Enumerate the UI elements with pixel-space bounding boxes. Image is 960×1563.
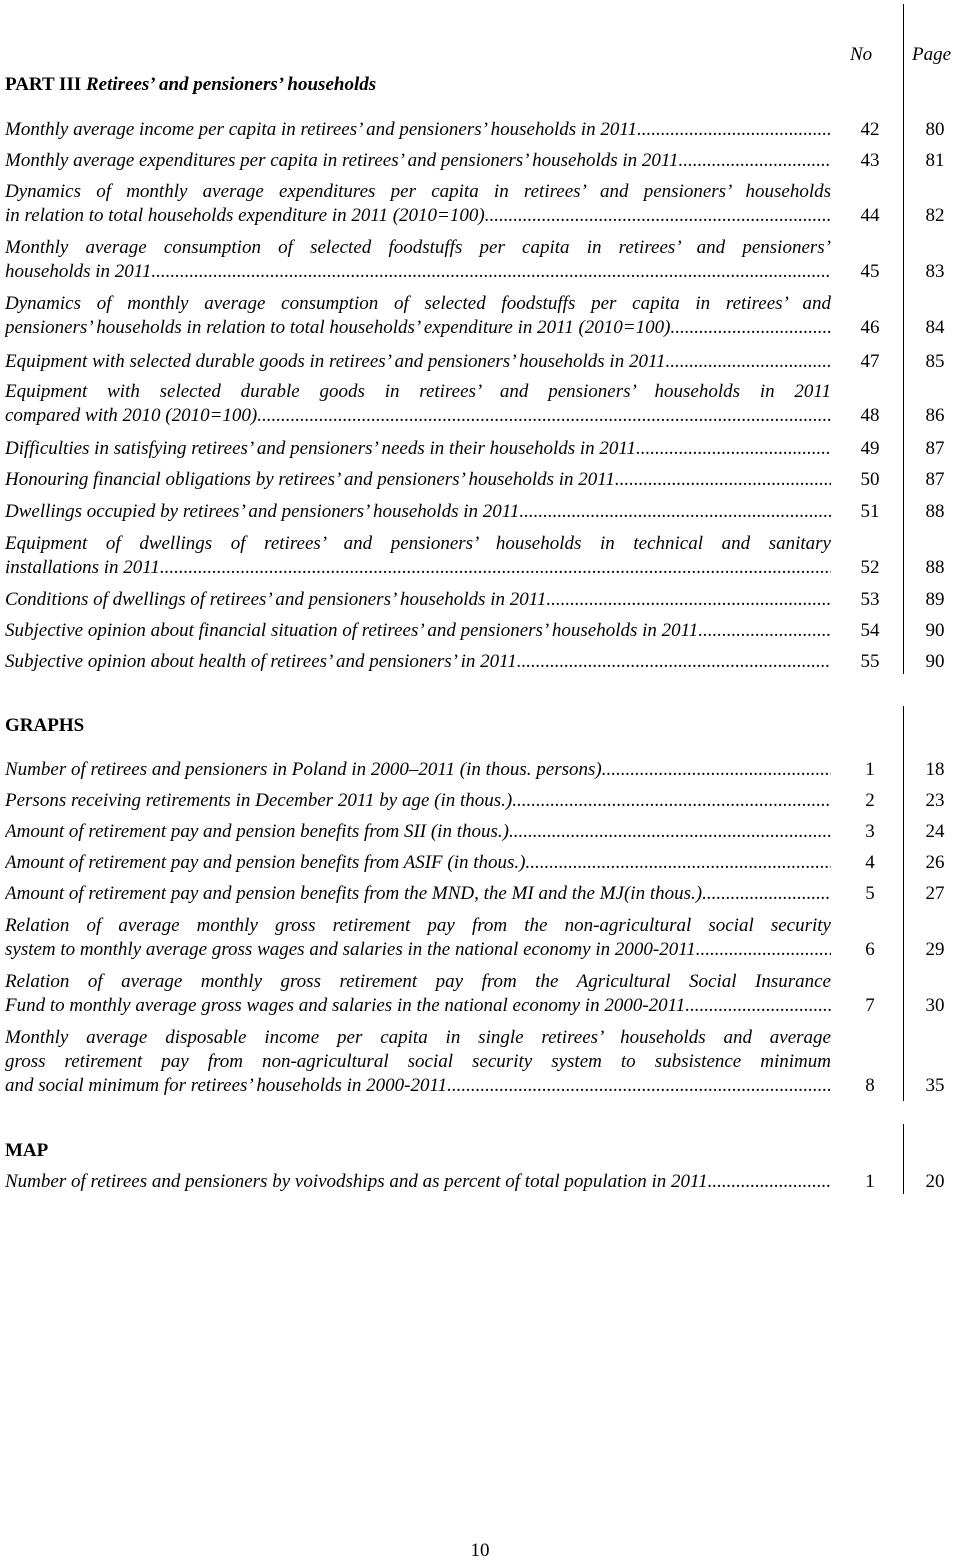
- toc-entry-title-line: Equipment of dwellings of retirees’ and pensioners’ households in technical and sanitary: [5, 533, 831, 554]
- dot-leader: [257, 404, 831, 428]
- toc-entry-number: 55: [860, 651, 880, 672]
- toc-entry-number: 47: [860, 351, 880, 372]
- page-number: 10: [470, 1540, 490, 1561]
- toc-entry-page: 86: [925, 405, 945, 426]
- toc-entry-title-line: [5, 149, 831, 173]
- toc-entry-title-line: [5, 882, 831, 906]
- toc-entry-title-text: Subjective opinion about financial situation of retirees’ and pensioners’ households in 2011: [5, 620, 699, 641]
- toc-entry-title-line: [5, 619, 831, 643]
- toc-entry-title-text: Subjective opinion about health of retirees’ and pensioners’ in 2011: [5, 651, 517, 672]
- toc-entry-number: 49: [860, 438, 880, 459]
- dot-leader: [708, 1170, 831, 1194]
- toc-entry-number: 50: [860, 469, 880, 490]
- toc-entry-title-line: [5, 556, 831, 580]
- toc-entry-number: 4: [865, 852, 875, 873]
- toc-entry[interactable]: [5, 1026, 950, 1098]
- dot-leader: [637, 118, 831, 142]
- toc-entry-number: 8: [865, 1075, 875, 1096]
- toc-entry-page: 88: [925, 557, 945, 578]
- toc-entry-page: 83: [925, 261, 945, 282]
- toc-entry[interactable]: [5, 650, 950, 674]
- toc-entry-title-text: Honouring financial obligations by retirees’ and pensioners’ households in 2011: [5, 469, 615, 490]
- part3-heading: [5, 74, 376, 96]
- toc-entry-title-line: Relation of average monthly gross retirement pay from the Agricultural Social Insurance: [5, 971, 831, 992]
- toc-entry[interactable]: [5, 380, 950, 428]
- toc-entry[interactable]: [5, 500, 950, 524]
- dot-leader: [685, 994, 831, 1018]
- toc-entry-number: 1: [865, 1171, 875, 1192]
- toc-entry-page: 35: [925, 1075, 945, 1096]
- toc-entry[interactable]: [5, 882, 950, 906]
- toc-entry-title-line: [5, 500, 831, 524]
- toc-entry-title-text: Persons receiving retirements in December 2011 by age (in thous.): [5, 790, 513, 811]
- toc-entry-page: 84: [925, 317, 945, 338]
- toc-entry-title-line: [5, 437, 831, 461]
- toc-entry-title-text: Monthly average income per capita in retirees’ and pensioners’ households in 2011: [5, 119, 637, 140]
- dot-leader: [151, 260, 831, 284]
- dot-leader: [546, 588, 831, 612]
- toc-entry-title-text: Fund to monthly average gross wages and salaries in the national economy in 2000-2011: [5, 995, 686, 1016]
- toc-entry-page: 27: [925, 883, 945, 904]
- toc-entry-page: 82: [925, 205, 945, 226]
- toc-entry-title-text: Amount of retirement pay and pension benefits from SII (in thous.): [5, 821, 509, 842]
- toc-entry[interactable]: [5, 180, 950, 228]
- toc-entry-page: 88: [925, 501, 945, 522]
- toc-entry-title-line: Dynamics of monthly average consumption of selected foodstuffs per capita in retirees’ and: [5, 293, 831, 314]
- toc-entry-page: 90: [925, 620, 945, 641]
- toc-entry-title-text: Amount of retirement pay and pension benefits from ASIF (in thous.): [5, 852, 526, 873]
- toc-entry-title-text: Conditions of dwellings of retirees’ and pensioners’ households in 2011: [5, 589, 547, 610]
- toc-entry[interactable]: [5, 970, 950, 1018]
- toc-entry-page: 81: [925, 150, 945, 171]
- toc-entry-page: 29: [925, 939, 945, 960]
- toc-entry-page: 20: [925, 1171, 945, 1192]
- toc-entry-number: 46: [860, 317, 880, 338]
- toc-entry-number: 45: [860, 261, 880, 282]
- dot-leader: [696, 938, 831, 962]
- graphs-heading: GRAPHS: [5, 715, 85, 736]
- toc-entry[interactable]: [5, 350, 950, 374]
- toc-entry-number: 48: [860, 405, 880, 426]
- toc-entry-title-line: [5, 404, 831, 428]
- toc-entry[interactable]: [5, 914, 950, 962]
- toc-entry-number: 5: [865, 883, 875, 904]
- part3-heading-title: Retirees’ and pensioners’ households: [85, 74, 377, 95]
- dot-leader: [447, 1074, 831, 1098]
- dot-leader: [485, 204, 831, 228]
- dot-leader: [512, 789, 831, 813]
- toc-entry-title-line: [5, 260, 831, 284]
- toc-entry-title-line: [5, 350, 831, 374]
- toc-entry-title-line: [5, 118, 831, 142]
- toc-entry[interactable]: [5, 758, 950, 782]
- dot-leader: [670, 316, 831, 340]
- toc-entry-title-line: [5, 938, 831, 962]
- toc-entry-title-line: [5, 316, 831, 340]
- toc-entry-title-line: Monthly average consumption of selected foodstuffs per capita in retirees’ and pensioners’: [5, 237, 831, 258]
- toc-entry-page: 87: [925, 469, 945, 490]
- toc-entry-title-text: Number of retirees and pensioners in Poland in 2000–2011 (in thous. persons): [5, 759, 602, 780]
- toc-entry-title-line: Monthly average disposable income per capita in single retirees’ households and average: [5, 1027, 831, 1048]
- dot-leader: [602, 758, 831, 782]
- toc-entry-number: 7: [865, 995, 875, 1016]
- toc-entry-number: 1: [865, 759, 875, 780]
- dot-leader: [698, 619, 831, 643]
- column-header-page: Page: [912, 44, 952, 65]
- dot-leader: [509, 820, 831, 844]
- toc-entry-title-text: in relation to total households expenditure in 2011 (2010=100): [5, 205, 485, 226]
- dot-leader: [679, 149, 832, 173]
- toc-entry-page: 87: [925, 438, 945, 459]
- toc-entry-page: 26: [925, 852, 945, 873]
- toc-entry[interactable]: [5, 468, 950, 492]
- toc-entry[interactable]: [5, 1170, 950, 1194]
- toc-entry-number: 42: [860, 119, 880, 140]
- toc-entry-page: 18: [925, 759, 945, 780]
- dot-leader: [160, 556, 831, 580]
- toc-entry-page: 85: [925, 351, 945, 372]
- toc-entry-title-line: [5, 468, 831, 492]
- toc-entry-title-line: [5, 1074, 831, 1098]
- toc-entry-number: 2: [865, 790, 875, 811]
- toc-entry[interactable]: [5, 789, 950, 813]
- dot-leader: [636, 437, 831, 461]
- toc-entry-title-text: Dwellings occupied by retirees’ and pensioners’ households in 2011: [5, 501, 520, 522]
- toc-entry-page: 30: [925, 995, 945, 1016]
- toc-entry-page: 23: [925, 790, 945, 811]
- toc-entry-title-line: [5, 588, 831, 612]
- toc-entry[interactable]: [5, 236, 950, 284]
- map-heading: MAP: [5, 1140, 49, 1161]
- toc-entry[interactable]: [5, 588, 950, 612]
- toc-entry-title-text: Amount of retirement pay and pension benefits from the MND, the MI and the MJ(in thous.): [5, 883, 703, 904]
- toc-entry-number: 6: [865, 939, 875, 960]
- dot-leader: [526, 851, 832, 875]
- toc-entry-title-line: [5, 851, 831, 875]
- toc-entry-number: 3: [865, 821, 875, 842]
- dot-leader: [702, 882, 831, 906]
- dot-leader: [666, 350, 831, 374]
- toc-entry[interactable]: [5, 437, 950, 461]
- toc-entry-title-text: households in 2011: [5, 261, 152, 282]
- toc-entry-title-text: Difficulties in satisfying retirees’ and pensioners’ needs in their households in 2011: [5, 438, 636, 459]
- toc-entry[interactable]: [5, 118, 950, 142]
- dot-leader: [615, 468, 831, 492]
- toc-entry-title-line: Equipment with selected durable goods in retirees’ and pensioners’ households in 2011: [5, 381, 831, 402]
- toc-entry-title-line: [5, 789, 831, 813]
- toc-entry-title-text: Number of retirees and pensioners by voivodships and as percent of total population in 2011: [5, 1171, 708, 1192]
- toc-entry[interactable]: [5, 292, 950, 340]
- toc-entry-title-line: [5, 758, 831, 782]
- toc-entry[interactable]: [5, 851, 950, 875]
- toc-entry-number: 51: [860, 501, 880, 522]
- toc-entry-title-line: [5, 650, 831, 674]
- dot-leader: [517, 650, 831, 674]
- toc-entry-title-text: Equipment with selected durable goods in retirees’ and pensioners’ households in 2011: [5, 351, 666, 372]
- dot-leader: [519, 500, 831, 524]
- toc-entry-title-line: gross retirement pay from non-agricultural social security system to subsistence minimum: [5, 1051, 831, 1072]
- toc-entry-title-text: pensioners’ households in relation to total households’ expenditure in 2011 (2010=100): [5, 317, 671, 338]
- toc-entry-number: 43: [860, 150, 880, 171]
- toc-entry-title-text: compared with 2010 (2010=100): [5, 405, 258, 426]
- toc-entry-title-text: and social minimum for retirees’ households in 2000-2011: [5, 1075, 448, 1096]
- toc-entry-title-text: Monthly average expenditures per capita in retirees’ and pensioners’ households in 2011: [5, 150, 679, 171]
- toc-entry-page: 90: [925, 651, 945, 672]
- toc-entry[interactable]: [5, 820, 950, 844]
- toc-entry-title-text: installations in 2011: [5, 557, 160, 578]
- column-header-no: No: [850, 44, 873, 65]
- toc-entry-title-line: [5, 994, 831, 1018]
- toc-entry-title-line: Dynamics of monthly average expenditures per capita in retirees’ and pensioners’ households: [5, 181, 831, 202]
- toc-entry-number: 52: [860, 557, 880, 578]
- toc-entry-number: 44: [860, 205, 880, 226]
- toc-entry-title-line: Relation of average monthly gross retirement pay from the non-agricultural social security: [5, 915, 831, 936]
- toc-entry-page: 89: [925, 589, 945, 610]
- toc-entry-title-line: [5, 820, 831, 844]
- part3-heading-prefix: PART III: [5, 74, 82, 95]
- toc-entry[interactable]: [5, 619, 950, 643]
- toc-entry[interactable]: [5, 532, 950, 580]
- toc-entry-title-line: [5, 1170, 831, 1194]
- toc-entry-page: 24: [925, 821, 945, 842]
- toc-entry-title-text: system to monthly average gross wages and salaries in the national economy in 2000-2011: [5, 939, 696, 960]
- toc-entry-title-line: [5, 204, 831, 228]
- toc-entry[interactable]: [5, 149, 950, 173]
- toc-entry-number: 53: [860, 589, 880, 610]
- toc-entry-page: 80: [925, 119, 945, 140]
- toc-entry-number: 54: [860, 620, 880, 641]
